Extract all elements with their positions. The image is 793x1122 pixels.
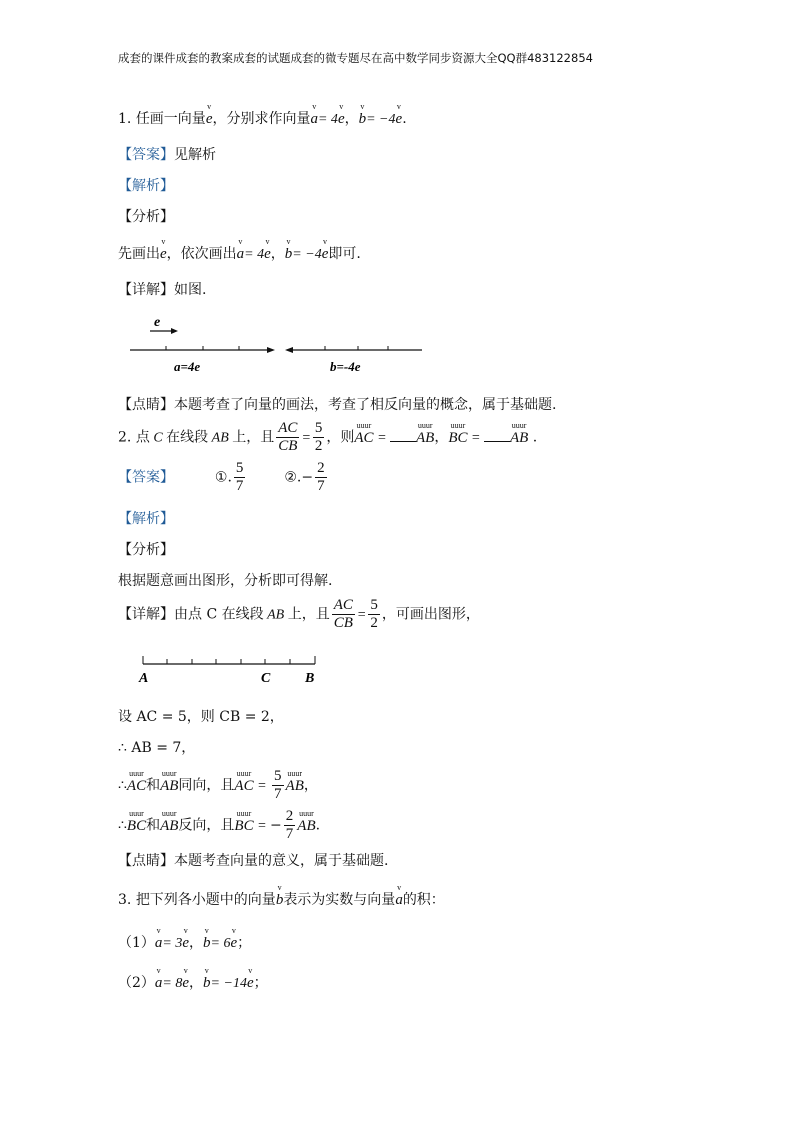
subquestion-1: （1） v a= 3 v e， v b= 6 v e；: [118, 926, 252, 951]
analysis-tag-2: 【解析】: [118, 511, 174, 527]
fenxi-text-2: 根据题意画出图形，分析即可得解.: [118, 573, 333, 589]
question-number: 1.: [118, 111, 132, 127]
question-3: 3. 把下列各小题中的向量 v b表示为实数与向量 v a的积：: [118, 883, 445, 908]
step-1: 设 AC = 5，则 CB = 2，: [118, 709, 284, 725]
question-2: 2. 点 C 在线段 AB 上，且 $\frac{AC}{CB}$ = $\frac{5}{2}$ ，则 uuur AC = uuur AB， uuur BC = uuur AB .: [118, 420, 538, 454]
comment-2: 【点睛】本题考查向量的意义，属于基础题.: [118, 853, 389, 869]
detail-2: 【详解】由点 C 在线段 AB 上，且 $\frac{AC}{CB}$ = $\frac{5}{2}$ ，可画出图形，: [118, 597, 480, 631]
comment-1: 【点睛】本题考查了向量的画法，考查了相反向量的概念，属于基础题.: [118, 397, 557, 413]
answer-2: 【答案】 ①. $\frac{5}{7}$ ②.− $\frac{2}{7}$: [118, 460, 325, 494]
fenxi-tag-1: 【分析】: [118, 209, 174, 225]
question-1: 1. 任画一向量 v e，分别求作向量 v a= 4 v e， v b= −4 v e.: [118, 102, 407, 127]
answer-1: 【答案】见解析: [118, 147, 216, 163]
step-2: ∴ AB = 7，: [118, 740, 196, 756]
subquestion-2: （2） v a= 8 v e， v b= −14 v e；: [118, 966, 268, 991]
fig-label-e: e: [154, 315, 161, 330]
vector-e: v e: [205, 102, 213, 127]
step-4: ∴ uuur BC和 uuur AB反向，且 uuur BC = − $\frac{2}{7}$ uuur AB.: [118, 808, 321, 842]
figure-segment-ab: [135, 650, 335, 688]
figure-vectors-e-a-b: [120, 308, 430, 380]
analysis-tag-1: 【解析】: [118, 178, 174, 194]
fig-label-a: a=4e: [174, 359, 201, 374]
fig-label-b: b=-4e: [330, 359, 361, 374]
fenxi-text-1: 先画出 v e，依次画出 v a= 4 v e， v b= −4 v e即可.: [118, 237, 361, 262]
step-3: ∴ uuur AC和 uuur AB同向，且 uuur AC = $\frac{5}{7}$ uuur AB，: [118, 768, 318, 802]
page-header: 成套的课件成套的教案成套的试题成套的微专题尽在高中数学同步资源大全QQ群483122854: [118, 51, 593, 65]
fig-label-B: B: [305, 671, 315, 686]
fenxi-tag-2: 【分析】: [118, 542, 174, 558]
fig-label-A: A: [139, 671, 149, 686]
detail-1: 【详解】如图.: [118, 282, 207, 298]
fig-label-C: C: [261, 671, 271, 686]
